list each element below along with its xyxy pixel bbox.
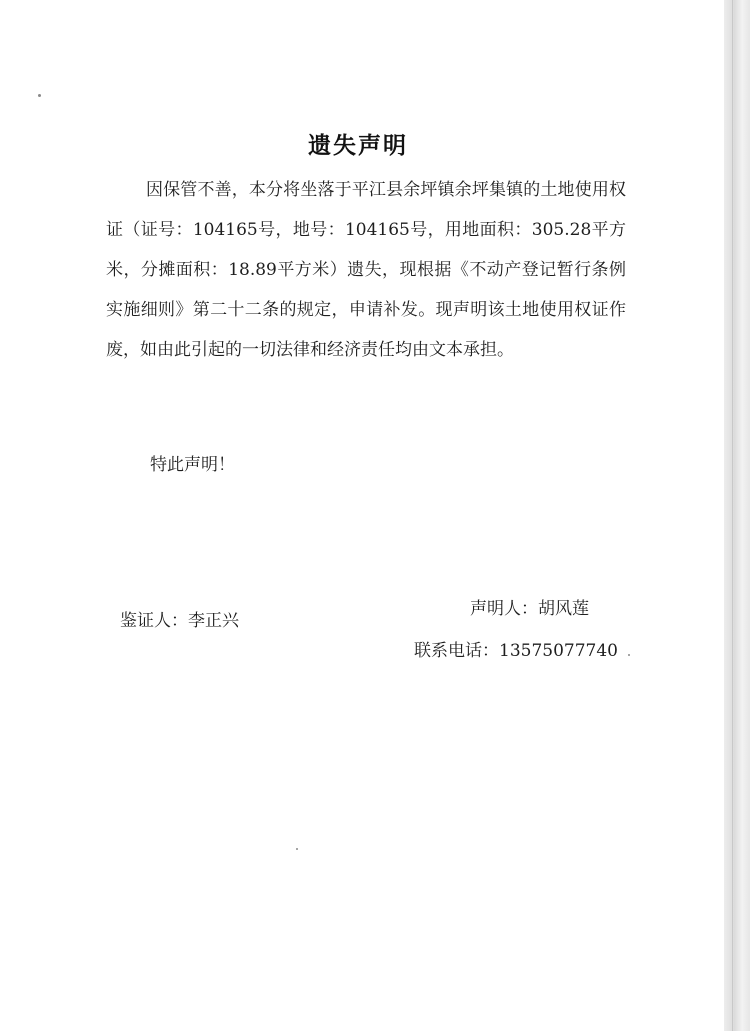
closing-statement: 特此声明！ bbox=[150, 455, 235, 475]
document-title: 遗失声明 bbox=[308, 133, 408, 160]
witness-line: 鉴证人：李正兴 bbox=[120, 611, 239, 631]
scan-crease bbox=[732, 0, 733, 1031]
scan-speck bbox=[38, 94, 41, 97]
scan-speck bbox=[628, 654, 630, 656]
declarant-line: 声明人：胡风莲 bbox=[470, 599, 589, 619]
scan-edge bbox=[724, 0, 750, 1031]
contact-phone: 联系电话：13575077740 bbox=[414, 641, 618, 661]
scan-speck bbox=[296, 848, 298, 850]
statement-body: 因保管不善，本分将坐落于平江县余坪镇余坪集镇的土地使用权证（证号：104165号，地号：104165号，用地面积：305.28平方米，分摊面积：18.89平方米）遗失，现根据《不动产登记暂行条例实施细则》第二十二条的规定，申请补发。现声明该土地使用权证作废，如由此引起的一切法律和经济责任均由文本承担。 bbox=[106, 180, 626, 360]
